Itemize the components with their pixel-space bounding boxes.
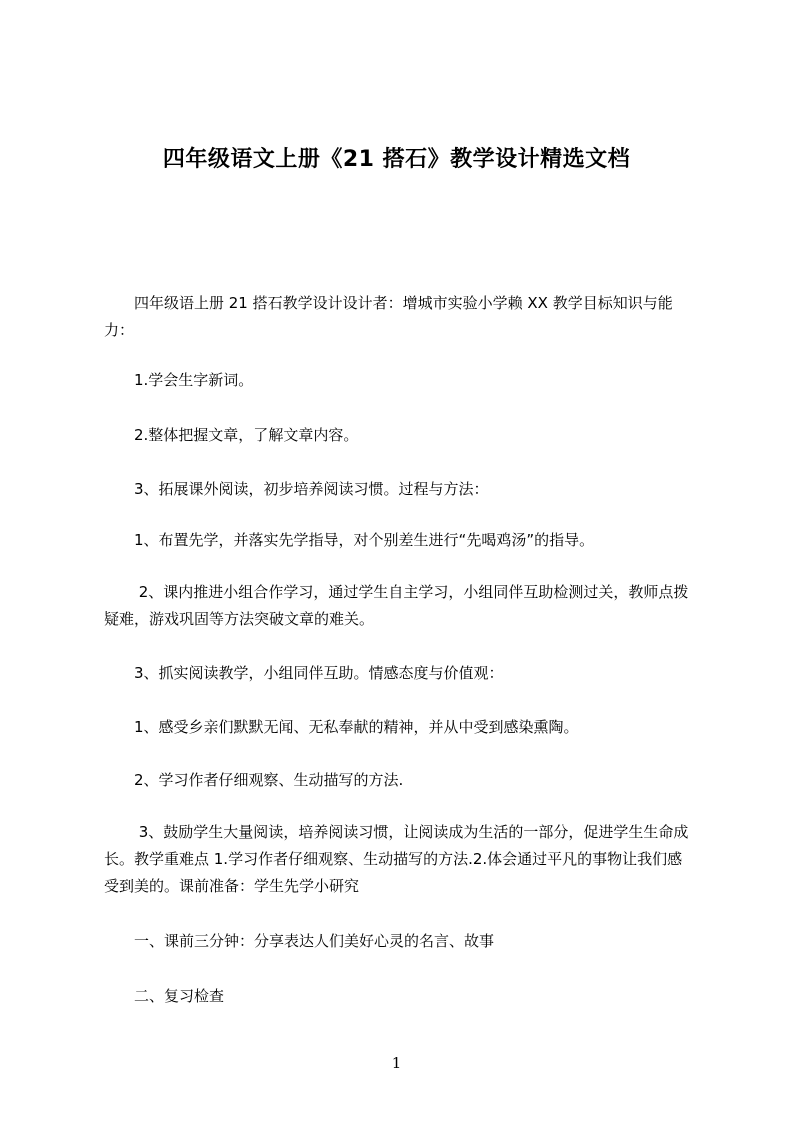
- paragraph: 2、课内推进小组合作学习，通过学生自主学习，小组同伴互助检测过关，教师点拨疑难，游戏巩固等方法突破文章的难关。: [104, 583, 689, 628]
- paragraph: 1.学会生字新词。: [104, 371, 254, 389]
- paragraph: 一、课前三分钟：分享表达人们美好心灵的名言、故事: [104, 932, 495, 950]
- paragraph: 2.整体把握文章，了解文章内容。: [104, 426, 359, 444]
- page-number: 1: [391, 1054, 402, 1072]
- paragraph: 四年级语上册 21 搭石教学设计设计者：增城市实验小学赖 XX 教学目标知识与能力：: [104, 294, 673, 339]
- paragraph: 3、鼓励学生大量阅读，培养阅读习惯，让阅读成为生活的一部分，促进学生生命成长。教学重难点 1.学习作者仔细观察、生动描写的方法.2.体会通过平凡的事物让我们感受到美的。课前准备：学生先学小研究: [104, 823, 689, 895]
- paragraph: 1、感受乡亲们默默无闻、无私奉献的精神，并从中受到感染熏陶。: [104, 718, 579, 736]
- paragraph: 3、拓展课外阅读，初步培养阅读习惯。过程与方法：: [104, 480, 489, 498]
- paragraph: 3、抓实阅读教学，小组同伴互助。情感态度与价值观：: [104, 664, 504, 682]
- page-title: 四年级语文上册《21 搭石》教学设计精选文档: [162, 147, 631, 172]
- paragraph: 1、布置先学，并落实先学指导，对个别差生进行“先喝鸡汤”的指导。: [104, 531, 595, 549]
- paragraph: 2、学习作者仔细观察、生动描写的方法.: [104, 771, 404, 789]
- paragraph: 二、复习检查: [104, 987, 225, 1005]
